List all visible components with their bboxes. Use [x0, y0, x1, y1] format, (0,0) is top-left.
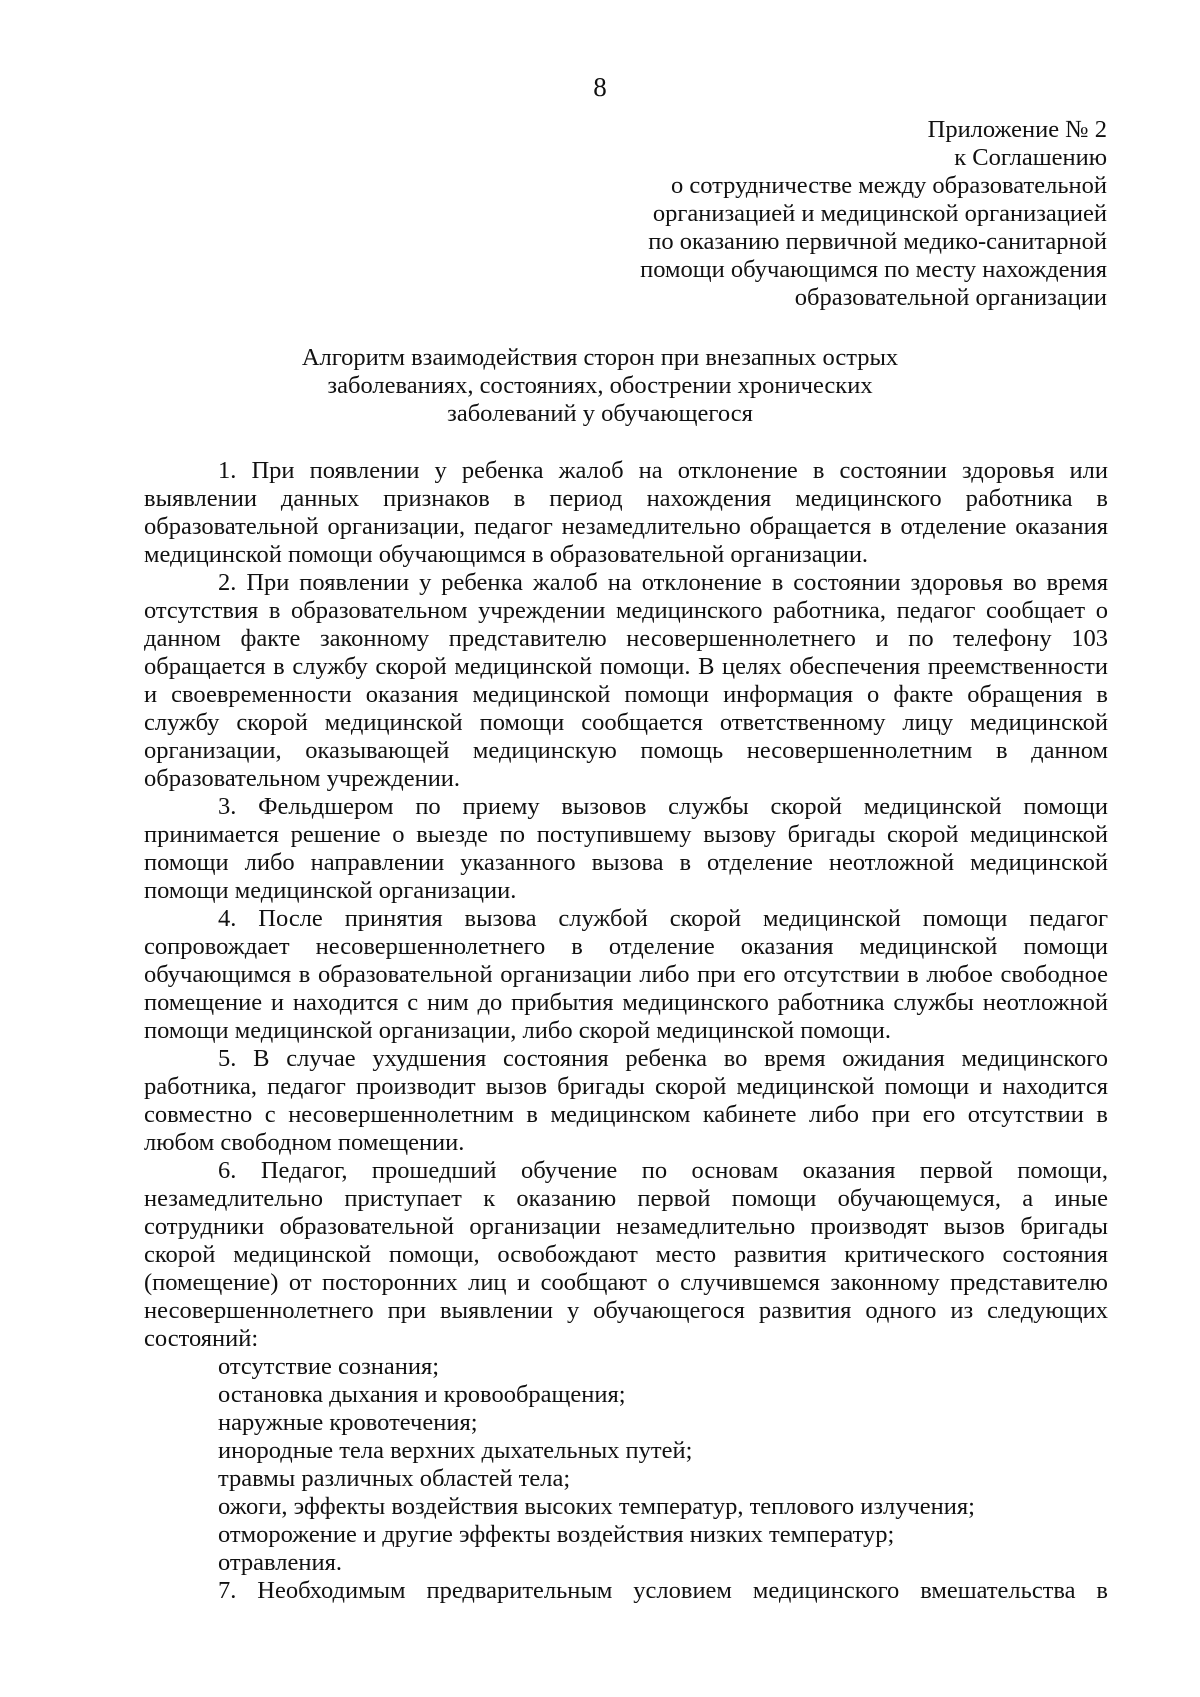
page-number: 8: [593, 72, 607, 102]
list-item: инородные тела верхних дыхательных путей;: [218, 1437, 693, 1464]
appendix-line: организацией и медицинской организацией: [652, 200, 1107, 227]
paragraph-7: 7. Необходимым предварительным условием медицинского вмешательства в: [218, 1577, 1108, 1604]
appendix-header: [547, 116, 1107, 312]
paragraph-6: 6. Педагог, прошедший обучение по основам оказания первой помощи, незамедлительно приступает к оказанию первой помощи обучающемуся, а иные сотрудники образовательной организации незамедлительно производят вызов бригады скорой медицинской помощи, освобождают место развития критического состояния (помещение) от посторонних лиц и сообщают о случившемся законному представителю несовершеннолетнего при выявлении у обучающегося развития одного из следующих состояний:: [144, 1157, 1108, 1352]
title-line: Алгоритм взаимодействия сторон при внезапных острых: [301, 344, 899, 371]
appendix-line: о сотрудничестве между образовательной: [670, 172, 1107, 199]
list-item: травмы различных областей тела;: [218, 1465, 571, 1492]
document-body: [144, 457, 1108, 1605]
conditions-list: [144, 1353, 1108, 1577]
list-item: ожоги, эффекты воздействия высоких температур, теплового излучения;: [218, 1493, 975, 1520]
paragraph-1: 1. При появлении у ребенка жалоб на отклонение в состоянии здоровья или выявлении данных признаков в период нахождения медицинского работника в образовательной организации, педагог незамедлительно обращается в отделение оказания медицинской помощи обучающимся в образовательной организации.: [144, 457, 1108, 568]
document-title: [0, 344, 1200, 428]
paragraph-2: 2. При появлении у ребенка жалоб на отклонение в состоянии здоровья во время отсутствия в образовательном учреждении медицинского работника, педагог сообщает о данном факте законному представителю несовершеннолетнего и по телефону 103 обращается в службу скорой медицинской помощи. В целях обеспечения преемственности и своевременности оказания медицинской помощи информация о факте обращения в службу скорой медицинской помощи сообщается ответственному лицу медицинской организации, оказывающей медицинскую помощь несовершеннолетним в данном образовательном учреждении.: [144, 569, 1108, 792]
appendix-line: по оказанию первичной медико-санитарной: [648, 228, 1107, 255]
paragraph-3: 3. Фельдшером по приему вызовов службы скорой медицинской помощи принимается решение о выезде по поступившему вызову бригады скорой медицинской помощи либо направлении указанного вызова в отделение неотложной медицинской помощи медицинской организации.: [144, 793, 1108, 904]
appendix-line: помощи обучающимся по месту нахождения: [640, 256, 1107, 283]
appendix-line: Приложение № 2: [927, 116, 1107, 143]
paragraph-5: 5. В случае ухудшения состояния ребенка во время ожидания медицинского работника, педагог производит вызов бригады скорой медицинской помощи и находится совместно с несовершеннолетним в медицинском кабинете либо при его отсутствии в любом свободном помещении.: [144, 1045, 1108, 1156]
list-item: остановка дыхания и кровообращения;: [218, 1381, 626, 1408]
list-item: отморожение и другие эффекты воздействия низких температур;: [218, 1521, 895, 1548]
appendix-line: к Соглашению: [954, 144, 1107, 171]
title-line: заболеваний у обучающегося: [447, 400, 753, 427]
title-line: заболеваниях, состояниях, обострении хронических: [327, 372, 873, 399]
list-item: отсутствие сознания;: [218, 1353, 440, 1380]
list-item: отравления.: [218, 1549, 343, 1576]
appendix-line: образовательной организации: [794, 284, 1107, 311]
list-item: наружные кровотечения;: [218, 1409, 478, 1436]
paragraph-4: 4. После принятия вызова службой скорой медицинской помощи педагог сопровождает несовершеннолетнего в отделение оказания медицинской помощи обучающимся в образовательной организации либо при его отсутствии в любое свободное помещение и находится с ним до прибытия медицинского работника службы неотложной помощи медицинской организации, либо скорой медицинской помощи.: [144, 905, 1108, 1044]
